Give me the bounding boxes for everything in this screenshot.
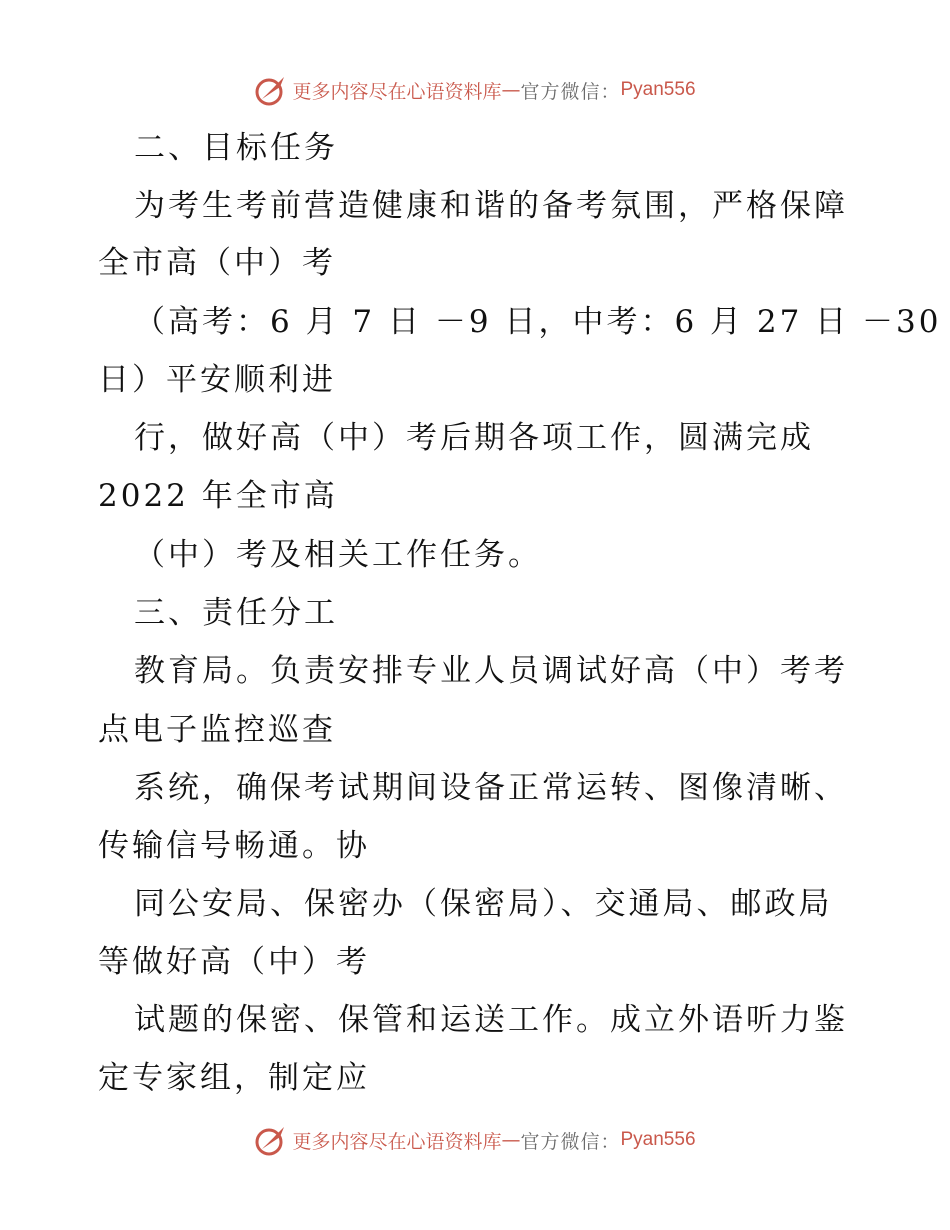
paragraph-line: 同公安局、保密办（保密局）、交通局、邮政局 <box>134 886 833 922</box>
section-heading-responsibilities: 三、责任分工 <box>134 595 338 631</box>
paragraph-line: 教育局。负责安排专业人员调试好高（中）考考 <box>134 653 848 689</box>
watermark-label: 官方微信： <box>520 1130 621 1153</box>
paragraph-line: 等做好高（中）考 <box>98 944 370 980</box>
section-heading-goals: 二、目标任务 <box>134 130 338 166</box>
watermark-brand: 更多内容尽在心语资料库 <box>292 80 502 103</box>
paragraph-line: 2022 年全市高 <box>98 478 338 514</box>
watermark-wechat-id: Pyan556 <box>620 79 696 100</box>
quill-logo-icon <box>254 1123 288 1157</box>
paragraph-line: 试题的保密、保管和运送工作。成立外语听力鉴 <box>134 1002 848 1038</box>
watermark-wechat-id: Pyan556 <box>620 1129 696 1150</box>
watermark-brand: 更多内容尽在心语资料库 <box>292 1130 502 1153</box>
paragraph-line: 定专家组，制定应 <box>98 1060 370 1096</box>
paragraph-line: 全市高（中）考 <box>98 245 336 281</box>
paragraph-line: 日）平安顺利进 <box>98 362 336 398</box>
paragraph-line: 为考生考前营造健康和谐的备考氛围，严格保障 <box>134 188 848 224</box>
paragraph-line: 传输信号畅通。协 <box>98 828 370 864</box>
paragraph-line: 系统，确保考试期间设备正常运转、图像清晰、 <box>134 770 848 806</box>
paragraph-line: （中）考及相关工作任务。 <box>134 537 542 573</box>
watermark-dash: — <box>501 79 521 101</box>
paragraph-line: 行，做好高（中）考后期各项工作，圆满完成 <box>134 420 814 456</box>
paragraph-line: （高考：6 月 7 日 －9 日，中考：6 月 27 日 －30 <box>134 304 942 340</box>
paragraph-line: 点电子监控巡查 <box>98 712 336 748</box>
watermark-label: 官方微信： <box>520 80 621 103</box>
watermark-dash: — <box>501 1129 521 1151</box>
footer-watermark <box>0 1120 950 1160</box>
